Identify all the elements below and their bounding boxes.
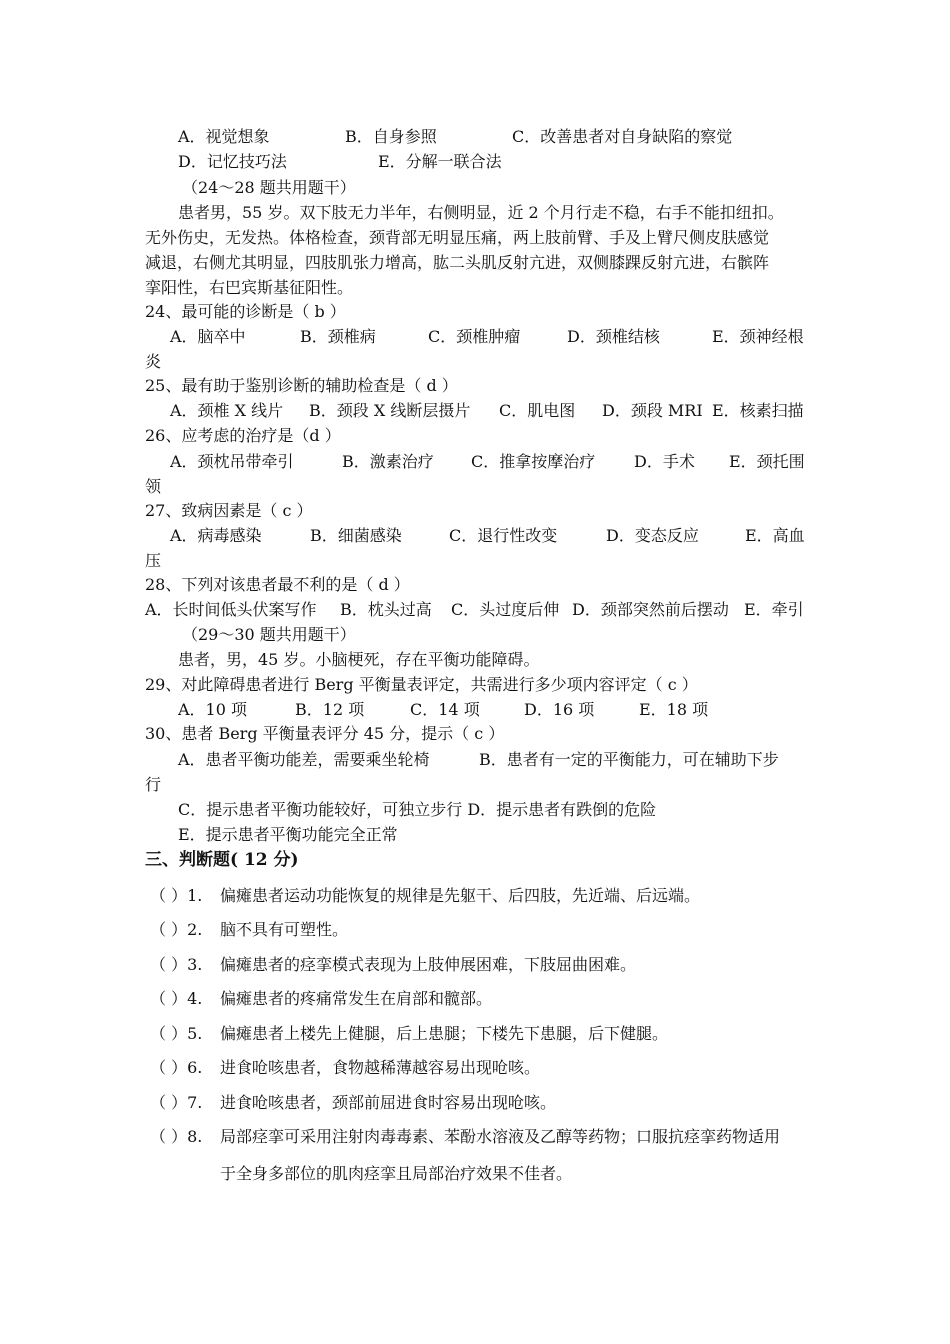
q28-option-a: A．长时间低头伏案写作 [145,600,317,619]
q25-option-d: D．颈段 MRI [602,401,703,420]
q24-stem: 24、最可能的诊断是（ b ） [145,302,346,321]
q28-option-b: B．枕头过高 [340,600,432,619]
q26-stem: 26、应考虑的治疗是（d ） [145,426,341,445]
q26-option-d: D．手术 [634,452,695,471]
tf-item-text: 偏瘫患者上楼先上健腿，后上患腿；下楼先下患腿，后下健腿。 [220,1024,669,1043]
q27-option-b: B．细菌感染 [310,526,402,545]
q29-option-a: A．10 项 [178,700,248,719]
q30-stem: 30、患者 Berg 平衡量表评分 45 分，提示（ c ） [145,724,505,743]
tf-item-text: 偏瘫患者的疼痛常发生在肩部和髋部。 [220,989,493,1008]
tf-item-text: 进食呛咳患者，食物越稀薄越容易出现呛咳。 [220,1058,541,1077]
case1-line: 患者男，55 岁。双下肢无力半年，右侧明显，近 2 个月行走不稳，右手不能扣纽扣。 [178,203,784,222]
tf-item-mark: （ ）7. [150,1093,203,1112]
tf-item-mark: （ ）4. [150,989,203,1008]
q29-option-e: E．18 项 [639,700,709,719]
q30-option-e: E．提示患者平衡功能完全正常 [178,825,398,844]
tf-item-text: 局部痉挛可采用注射肉毒毒素、苯酚水溶液及乙醇等药物；口服抗痉挛药物适用 [220,1127,781,1146]
q25-option-c: C．肌电图 [499,401,576,420]
tf-item-mark: （ ）3. [150,955,203,974]
q29-option-b: B．12 项 [295,700,365,719]
q25-option-b: B．颈段 X 线断层摄片 [309,401,471,420]
case2-text: 患者，男，45 岁。小脑梗死，存在平衡功能障碍。 [178,650,540,669]
q29-option-c: C．14 项 [410,700,480,719]
q27-option-c: C．退行性改变 [449,526,558,545]
group2-header: （29～30 题共用题干） [182,625,356,644]
tf-item-text: 偏瘫患者运动功能恢复的规律是先躯干、后四肢，先近端、后远端。 [220,886,701,905]
q24-option-a: A．脑卒中 [170,327,246,346]
tf-item-mark: （ ）5. [150,1024,203,1043]
q25-stem: 25、最有助于鉴别诊断的辅助检查是（ d ） [145,376,458,395]
section3-title: 三、判断题( 12 分) [145,850,299,870]
tf-item-text: 偏瘫患者的痉挛模式表现为上肢伸展困难，下肢屈曲困难。 [220,955,637,974]
q26-option-wrap: 领 [145,477,162,496]
q27-stem: 27、致病因素是（ c ） [145,501,313,520]
q23-option-e: E．分解一联合法 [378,152,502,171]
q24-option-c: C．颈椎肿瘤 [428,327,521,346]
q24-option-d: D．颈椎结核 [567,327,660,346]
q26-option-a: A．颈枕吊带牵引 [170,452,294,471]
tf-item-continuation: 于全身多部位的肌肉痉挛且局部治疗效果不佳者。 [220,1164,573,1183]
q27-option-e: E．高血 [745,526,805,545]
q23-option-d: D．记忆技巧法 [178,152,287,171]
q24-option-e: E．颈神经根 [712,327,804,346]
q25-option-a: A．颈椎 X 线片 [170,401,284,420]
case1-line: 减退，右侧尤其明显，四肢肌张力增高，肱二头肌反射亢进，双侧膝踝反射亢进，右髌阵 [145,253,770,272]
tf-item-text: 进食呛咳患者，颈部前屈进食时容易出现呛咳。 [220,1093,557,1112]
q24-option-b: B．颈椎病 [300,327,376,346]
q27-option-d: D．变态反应 [606,526,699,545]
q23-option-c: C．改善患者对自身缺陷的察觉 [512,127,733,146]
q26-option-e: E．颈托围 [729,452,805,471]
case1-line: 无外伤史，无发热。体格检查，颈背部无明显压痛，两上肢前臂、手及上臂尺侧皮肤感觉 [145,228,770,247]
q28-option-d: D．颈部突然前后摆动 [572,600,729,619]
q30-option-wrap: 行 [145,775,162,794]
q27-option-wrap: 压 [145,551,162,570]
q28-stem: 28、下列对该患者最不利的是（ d ） [145,575,410,594]
q28-option-e: E．牵引 [744,600,804,619]
group1-header: （24～28 题共用题干） [182,178,356,197]
tf-item-mark: （ ）8. [150,1127,203,1146]
tf-item-mark: （ ）6. [150,1058,203,1077]
q25-option-e: E．核素扫描 [712,401,804,420]
q29-option-d: D．16 项 [524,700,595,719]
tf-item-mark: （ ）1. [150,886,203,905]
q23-option-a: A．视觉想象 [178,127,270,146]
q26-option-b: B．激素治疗 [342,452,434,471]
q27-option-a: A．病毒感染 [170,526,262,545]
q28-option-c: C．头过度后伸 [451,600,560,619]
q30-options-c-d: C．提示患者平衡功能较好，可独立步行 D．提示患者有跌倒的危险 [178,800,657,819]
tf-item-mark: （ ）2. [150,920,203,939]
case1-line: 挛阳性，右巴宾斯基征阳性。 [145,278,354,297]
q24-option-wrap: 炎 [145,352,162,371]
q30-option-a: A．患者平衡功能差，需要乘坐轮椅 [178,750,430,769]
q26-option-c: C．推拿按摩治疗 [471,452,596,471]
q23-option-b: B．自身参照 [345,127,437,146]
tf-item-text: 脑不具有可塑性。 [220,920,349,939]
q30-option-b: B．患者有一定的平衡能力，可在辅助下步 [479,750,779,769]
q29-stem: 29、对此障碍患者进行 Berg 平衡量表评定，共需进行多少项内容评定（ c ） [145,675,698,694]
